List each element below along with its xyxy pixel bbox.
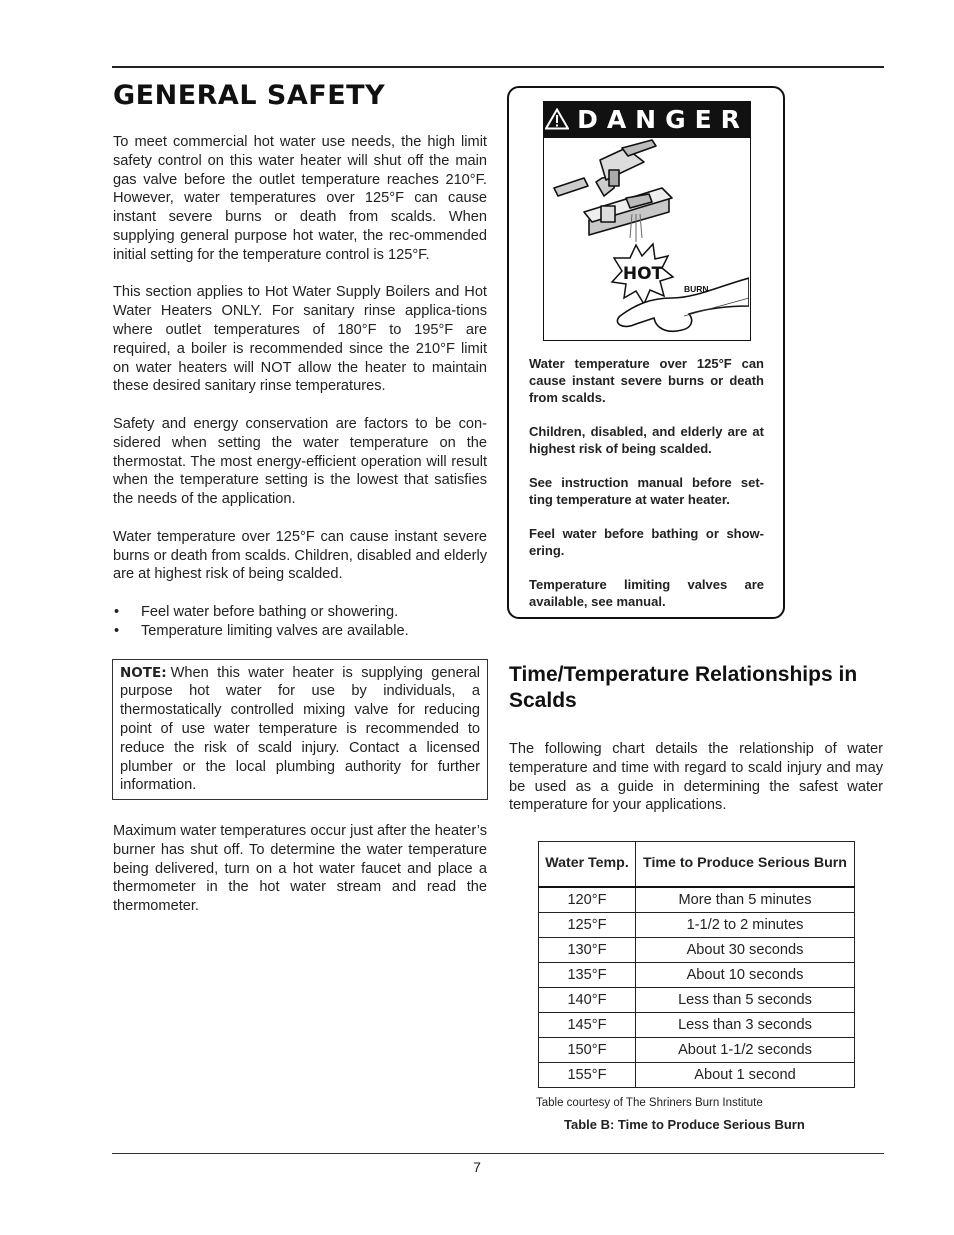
bottom-rule — [112, 1153, 884, 1154]
hot-label: HOT — [622, 264, 664, 284]
table-row — [539, 988, 855, 1013]
page-number: 7 — [473, 1159, 481, 1175]
header-water-temp: Water Temp. — [539, 842, 636, 888]
danger-message: See instruction manual before set-ting temperature at water heater. — [529, 475, 764, 507]
section-heading: Time/Temperature Relationships in Scalds — [509, 663, 858, 712]
table-header-row — [539, 842, 855, 888]
temp-cell: 150°F — [539, 1038, 636, 1063]
danger-word: DANGER — [577, 104, 749, 134]
danger-message: Children, disabled, and elderly are at highest risk of being scalded. — [529, 424, 764, 456]
temp-cell: 120°F — [539, 887, 636, 913]
danger-message: Water temperature over 125°F can cause instant severe burns or death from scalds. — [529, 356, 764, 405]
table-row — [539, 938, 855, 963]
danger-messages — [529, 355, 764, 627]
paragraph: This section applies to Hot Water Supply Boilers and Hot Water Heaters ONLY. For sanitary rinse applica-tions where outlet temperatures of 180°F to 195°F are required, a boiler is recommended since the 210°F limit on water heaters will NOT allow the heater to maintain these desired sanitary rinse temperatures. — [113, 284, 487, 395]
page-title: GENERAL SAFETY — [113, 80, 386, 111]
note-text: When this water heater is supplying general purpose hot water for use by individuals, a thermostatically controlled mixing valve for reducing point of use water temperature is recommended to reduce the risk of scald injury. Contact a licensed plumber or the local plumbing authority for further information. — [120, 664, 480, 794]
danger-message: Temperature limiting valves are available, see manual. — [529, 577, 764, 609]
table-caption: Table B: Time to Produce Serious Burn — [564, 1117, 805, 1132]
bullet-item: • Feel water before bathing or showering. — [113, 603, 487, 622]
table-row — [539, 1063, 855, 1088]
table-row — [539, 887, 855, 913]
temp-cell: 130°F — [539, 938, 636, 963]
temp-cell: 125°F — [539, 913, 636, 938]
paragraph: Safety and energy conservation are factors to be con-sidered when setting the water temperature on the thermostat. The most energy-efficient operation will result when the temperature setting is the lowest that satisfies the needs of the application. — [113, 415, 487, 508]
temp-cell: 155°F — [539, 1063, 636, 1088]
burn-label: BURN — [684, 284, 709, 294]
table-row — [539, 1013, 855, 1038]
top-rule — [112, 66, 884, 68]
scalds-intro: The following chart details the relationship of water temperature and time with regard to scald injury and may be used as a guide in determining the safest water temperature for your applications. — [509, 741, 883, 814]
time-cell: About 1 second — [636, 1063, 855, 1088]
temp-cell: 140°F — [539, 988, 636, 1013]
warning-triangle-icon — [545, 108, 569, 130]
temp-cell: 135°F — [539, 963, 636, 988]
time-cell: About 30 seconds — [636, 938, 855, 963]
time-cell: Less than 3 seconds — [636, 1013, 855, 1038]
time-cell: About 10 seconds — [636, 963, 855, 988]
danger-banner — [543, 101, 751, 137]
paragraph: Maximum water temperatures occur just after the heater’s burner has shut off. To determine the water temperature being delivered, turn on a hot water faucet and place a thermometer in the hot water stream and read the thermometer. — [113, 823, 487, 915]
temp-cell: 145°F — [539, 1013, 636, 1038]
danger-label — [507, 86, 785, 619]
table-row — [539, 1038, 855, 1063]
bullet-list — [113, 603, 487, 641]
paragraph: Water temperature over 125°F can cause instant severe burns or death from scalds. Children, disabled and elderly are at highest risk of being scalded. — [113, 528, 487, 583]
time-cell: Less than 5 seconds — [636, 988, 855, 1013]
table-row — [539, 963, 855, 988]
note-label: NOTE: — [120, 664, 167, 681]
left-column — [113, 80, 487, 935]
time-cell: 1-1/2 to 2 minutes — [636, 913, 855, 938]
scalds-section — [509, 662, 883, 815]
note-box — [112, 659, 488, 801]
bullet-item: • Temperature limiting valves are available. — [113, 622, 487, 641]
faucet-scald-illustration — [543, 137, 751, 341]
time-cell: About 1-1/2 seconds — [636, 1038, 855, 1063]
time-cell: More than 5 minutes — [636, 887, 855, 913]
danger-message: Feel water before bathing or show-ering. — [529, 526, 764, 558]
table-source: Table courtesy of The Shriners Burn Institute — [536, 1097, 763, 1109]
scald-time-table — [538, 841, 855, 1088]
paragraph: To meet commercial hot water use needs, the high limit safety control on this water heater will shut off the main gas valve before the outlet temperature reaches 210°F. However, water temperatures over 125°F can cause instant severe burns or death from scalds. When supplying general purpose hot water, the rec-ommended initial setting for the temperature control is 125°F. — [113, 134, 487, 263]
header-time-to-burn: Time to Produce Serious Burn — [636, 842, 855, 888]
table-row — [539, 913, 855, 938]
